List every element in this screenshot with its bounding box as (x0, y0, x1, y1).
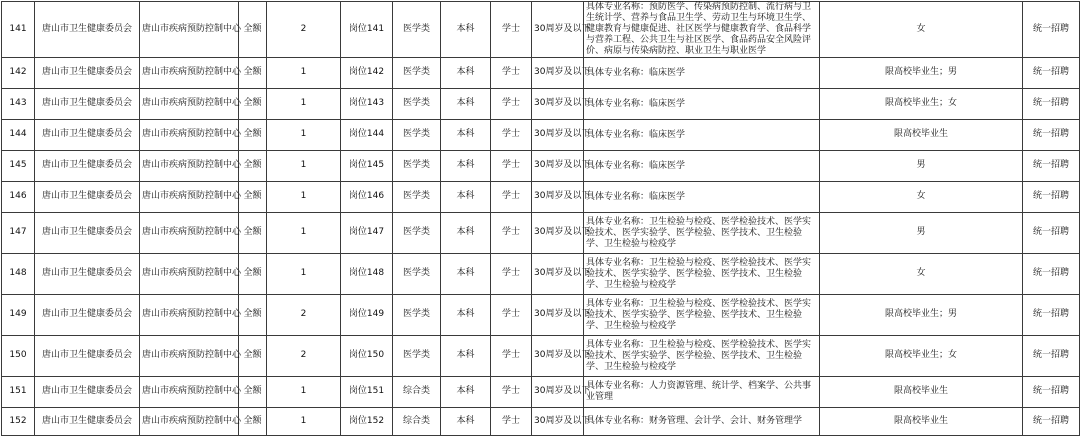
age-requirement-cell: 30周岁及以下 (532, 213, 584, 254)
age-requirement-cell: 30周岁及以下 (532, 295, 584, 336)
headcount-cell: 1 (267, 58, 341, 89)
recruitment-method-cell: 统一招聘 (1023, 182, 1080, 213)
row-number-cell: 142 (2, 58, 35, 89)
other-requirement-cell: 限高校毕业生 (820, 377, 1023, 408)
row-number-cell: 145 (2, 151, 35, 182)
education-cell: 本科 (441, 89, 491, 120)
major-requirement-cell: 具体专业名称：临床医学 (584, 58, 820, 89)
table-row (2, 151, 1080, 182)
other-requirement-cell: 限高校毕业生；男 (820, 295, 1023, 336)
other-requirement-cell: 限高校毕业生；女 (820, 89, 1023, 120)
funding-type-cell: 全额 (239, 295, 267, 336)
education-cell: 本科 (441, 151, 491, 182)
degree-cell: 学士 (491, 408, 532, 436)
recruitment-method-cell: 统一招聘 (1023, 254, 1080, 295)
age-requirement-cell: 30周岁及以下 (532, 151, 584, 182)
major-requirement-cell: 具体专业名称：卫生检验与检疫、医学检验技术、医学实验技术、医学实验学、医学检验、医学技术、卫生检验学、卫生检验与检疫学 (584, 213, 820, 254)
recruitment-method-cell: 统一招聘 (1023, 213, 1080, 254)
funding-type-cell: 全额 (239, 377, 267, 408)
post-code-cell: 岗位147 (341, 213, 393, 254)
major-requirement-cell: 具体专业名称：预防医学、传染病预防控制、流行病与卫生统计学、营养与食品卫生学、劳动卫生与环境卫生学、健康教育与健康促进、社区医学与健康教育学、食品科学与营养工程、公共卫生与社区医学、食品药品安全风险评价、病原与传染病防控、职业卫生与职业医学 (584, 2, 820, 58)
table-row (2, 408, 1080, 436)
post-code-cell: 岗位146 (341, 182, 393, 213)
post-category-cell: 综合类 (393, 408, 441, 436)
row-number-cell: 146 (2, 182, 35, 213)
other-requirement-cell: 限高校毕业生；女 (820, 336, 1023, 377)
table-body (2, 2, 1080, 436)
headcount-cell: 1 (267, 182, 341, 213)
headcount-cell: 2 (267, 295, 341, 336)
table-row (2, 213, 1080, 254)
post-category-cell: 医学类 (393, 120, 441, 151)
funding-type-cell: 全额 (239, 336, 267, 377)
degree-cell: 学士 (491, 58, 532, 89)
department-cell: 唐山市卫生健康委员会 (35, 213, 140, 254)
education-cell: 本科 (441, 182, 491, 213)
post-code-cell: 岗位148 (341, 254, 393, 295)
major-requirement-cell: 具体专业名称：财务管理、会计学、会计、财务管理学 (584, 408, 820, 436)
education-cell: 本科 (441, 58, 491, 89)
recruitment-method-cell: 统一招聘 (1023, 89, 1080, 120)
recruitment-method-cell: 统一招聘 (1023, 58, 1080, 89)
row-number-cell: 150 (2, 336, 35, 377)
post-code-cell: 岗位145 (341, 151, 393, 182)
funding-type-cell: 全额 (239, 151, 267, 182)
employer-unit-cell: 唐山市疾病预防控制中心 (140, 2, 239, 58)
age-requirement-cell: 30周岁及以下 (532, 336, 584, 377)
department-cell: 唐山市卫生健康委员会 (35, 295, 140, 336)
table-row (2, 182, 1080, 213)
education-cell: 本科 (441, 295, 491, 336)
education-cell: 本科 (441, 336, 491, 377)
education-cell: 本科 (441, 213, 491, 254)
row-number-cell: 152 (2, 408, 35, 436)
other-requirement-cell: 女 (820, 2, 1023, 58)
table-row (2, 89, 1080, 120)
major-requirement-cell: 具体专业名称：临床医学 (584, 89, 820, 120)
headcount-cell: 1 (267, 254, 341, 295)
education-cell: 本科 (441, 2, 491, 58)
funding-type-cell: 全额 (239, 408, 267, 436)
post-category-cell: 医学类 (393, 151, 441, 182)
headcount-cell: 2 (267, 2, 341, 58)
degree-cell: 学士 (491, 151, 532, 182)
degree-cell: 学士 (491, 254, 532, 295)
degree-cell: 学士 (491, 89, 532, 120)
table-row (2, 120, 1080, 151)
recruitment-method-cell: 统一招聘 (1023, 295, 1080, 336)
age-requirement-cell: 30周岁及以下 (532, 2, 584, 58)
other-requirement-cell: 男 (820, 151, 1023, 182)
age-requirement-cell: 30周岁及以下 (532, 58, 584, 89)
post-category-cell: 医学类 (393, 89, 441, 120)
other-requirement-cell: 男 (820, 213, 1023, 254)
row-number-cell: 143 (2, 89, 35, 120)
employer-unit-cell: 唐山市疾病预防控制中心 (140, 182, 239, 213)
funding-type-cell: 全额 (239, 89, 267, 120)
employer-unit-cell: 唐山市疾病预防控制中心 (140, 151, 239, 182)
employer-unit-cell: 唐山市疾病预防控制中心 (140, 408, 239, 436)
post-category-cell: 综合类 (393, 377, 441, 408)
post-code-cell: 岗位141 (341, 2, 393, 58)
degree-cell: 学士 (491, 377, 532, 408)
department-cell: 唐山市卫生健康委员会 (35, 151, 140, 182)
education-cell: 本科 (441, 120, 491, 151)
table-row (2, 377, 1080, 408)
headcount-cell: 1 (267, 120, 341, 151)
table-row (2, 2, 1080, 58)
row-number-cell: 144 (2, 120, 35, 151)
age-requirement-cell: 30周岁及以下 (532, 254, 584, 295)
department-cell: 唐山市卫生健康委员会 (35, 377, 140, 408)
department-cell: 唐山市卫生健康委员会 (35, 336, 140, 377)
employer-unit-cell: 唐山市疾病预防控制中心 (140, 295, 239, 336)
employer-unit-cell: 唐山市疾病预防控制中心 (140, 336, 239, 377)
degree-cell: 学士 (491, 2, 532, 58)
row-number-cell: 147 (2, 213, 35, 254)
education-cell: 本科 (441, 377, 491, 408)
table-row (2, 254, 1080, 295)
headcount-cell: 1 (267, 377, 341, 408)
funding-type-cell: 全额 (239, 254, 267, 295)
post-category-cell: 医学类 (393, 295, 441, 336)
major-requirement-cell: 具体专业名称：临床医学 (584, 151, 820, 182)
post-code-cell: 岗位151 (341, 377, 393, 408)
recruitment-method-cell: 统一招聘 (1023, 408, 1080, 436)
degree-cell: 学士 (491, 213, 532, 254)
headcount-cell: 1 (267, 151, 341, 182)
funding-type-cell: 全额 (239, 120, 267, 151)
post-category-cell: 医学类 (393, 2, 441, 58)
funding-type-cell: 全额 (239, 213, 267, 254)
post-category-cell: 医学类 (393, 336, 441, 377)
post-category-cell: 医学类 (393, 213, 441, 254)
degree-cell: 学士 (491, 120, 532, 151)
age-requirement-cell: 30周岁及以下 (532, 89, 584, 120)
employer-unit-cell: 唐山市疾病预防控制中心 (140, 58, 239, 89)
funding-type-cell: 全额 (239, 2, 267, 58)
table-row (2, 336, 1080, 377)
major-requirement-cell: 具体专业名称：卫生检验与检疫、医学检验技术、医学实验技术、医学实验学、医学检验、医学技术、卫生检验学、卫生检验与检疫学 (584, 295, 820, 336)
headcount-cell: 1 (267, 408, 341, 436)
major-requirement-cell: 具体专业名称：临床医学 (584, 120, 820, 151)
row-number-cell: 148 (2, 254, 35, 295)
post-category-cell: 医学类 (393, 58, 441, 89)
department-cell: 唐山市卫生健康委员会 (35, 2, 140, 58)
post-code-cell: 岗位150 (341, 336, 393, 377)
funding-type-cell: 全额 (239, 58, 267, 89)
department-cell: 唐山市卫生健康委员会 (35, 254, 140, 295)
major-requirement-cell: 具体专业名称：卫生检验与检疫、医学检验技术、医学实验技术、医学实验学、医学检验、医学技术、卫生检验学、卫生检验与检疫学 (584, 336, 820, 377)
recruitment-method-cell: 统一招聘 (1023, 377, 1080, 408)
post-code-cell: 岗位144 (341, 120, 393, 151)
age-requirement-cell: 30周岁及以下 (532, 377, 584, 408)
funding-type-cell: 全额 (239, 182, 267, 213)
major-requirement-cell: 具体专业名称：卫生检验与检疫、医学检验技术、医学实验技术、医学实验学、医学检验、医学技术、卫生检验学、卫生检验与检疫学 (584, 254, 820, 295)
employer-unit-cell: 唐山市疾病预防控制中心 (140, 213, 239, 254)
recruitment-method-cell: 统一招聘 (1023, 120, 1080, 151)
other-requirement-cell: 女 (820, 182, 1023, 213)
headcount-cell: 1 (267, 213, 341, 254)
department-cell: 唐山市卫生健康委员会 (35, 408, 140, 436)
employer-unit-cell: 唐山市疾病预防控制中心 (140, 377, 239, 408)
employer-unit-cell: 唐山市疾病预防控制中心 (140, 89, 239, 120)
other-requirement-cell: 女 (820, 254, 1023, 295)
degree-cell: 学士 (491, 182, 532, 213)
degree-cell: 学士 (491, 336, 532, 377)
degree-cell: 学士 (491, 295, 532, 336)
education-cell: 本科 (441, 254, 491, 295)
employer-unit-cell: 唐山市疾病预防控制中心 (140, 120, 239, 151)
post-code-cell: 岗位149 (341, 295, 393, 336)
row-number-cell: 151 (2, 377, 35, 408)
post-code-cell: 岗位142 (341, 58, 393, 89)
other-requirement-cell: 限高校毕业生；男 (820, 58, 1023, 89)
age-requirement-cell: 30周岁及以下 (532, 120, 584, 151)
major-requirement-cell: 具体专业名称：人力资源管理、统计学、档案学、公共事业管理 (584, 377, 820, 408)
employer-unit-cell: 唐山市疾病预防控制中心 (140, 254, 239, 295)
major-requirement-cell: 具体专业名称：临床医学 (584, 182, 820, 213)
department-cell: 唐山市卫生健康委员会 (35, 89, 140, 120)
headcount-cell: 1 (267, 89, 341, 120)
age-requirement-cell: 30周岁及以下 (532, 182, 584, 213)
headcount-cell: 2 (267, 336, 341, 377)
row-number-cell: 149 (2, 295, 35, 336)
department-cell: 唐山市卫生健康委员会 (35, 58, 140, 89)
recruitment-method-cell: 统一招聘 (1023, 2, 1080, 58)
department-cell: 唐山市卫生健康委员会 (35, 120, 140, 151)
post-code-cell: 岗位152 (341, 408, 393, 436)
age-requirement-cell: 30周岁及以下 (532, 408, 584, 436)
other-requirement-cell: 限高校毕业生 (820, 408, 1023, 436)
post-category-cell: 医学类 (393, 182, 441, 213)
table-row (2, 58, 1080, 89)
post-category-cell: 医学类 (393, 254, 441, 295)
recruitment-method-cell: 统一招聘 (1023, 151, 1080, 182)
other-requirement-cell: 限高校毕业生 (820, 120, 1023, 151)
post-code-cell: 岗位143 (341, 89, 393, 120)
row-number-cell: 141 (2, 2, 35, 58)
department-cell: 唐山市卫生健康委员会 (35, 182, 140, 213)
table-row (2, 295, 1080, 336)
recruitment-table (1, 1, 1080, 436)
education-cell: 本科 (441, 408, 491, 436)
recruitment-method-cell: 统一招聘 (1023, 336, 1080, 377)
